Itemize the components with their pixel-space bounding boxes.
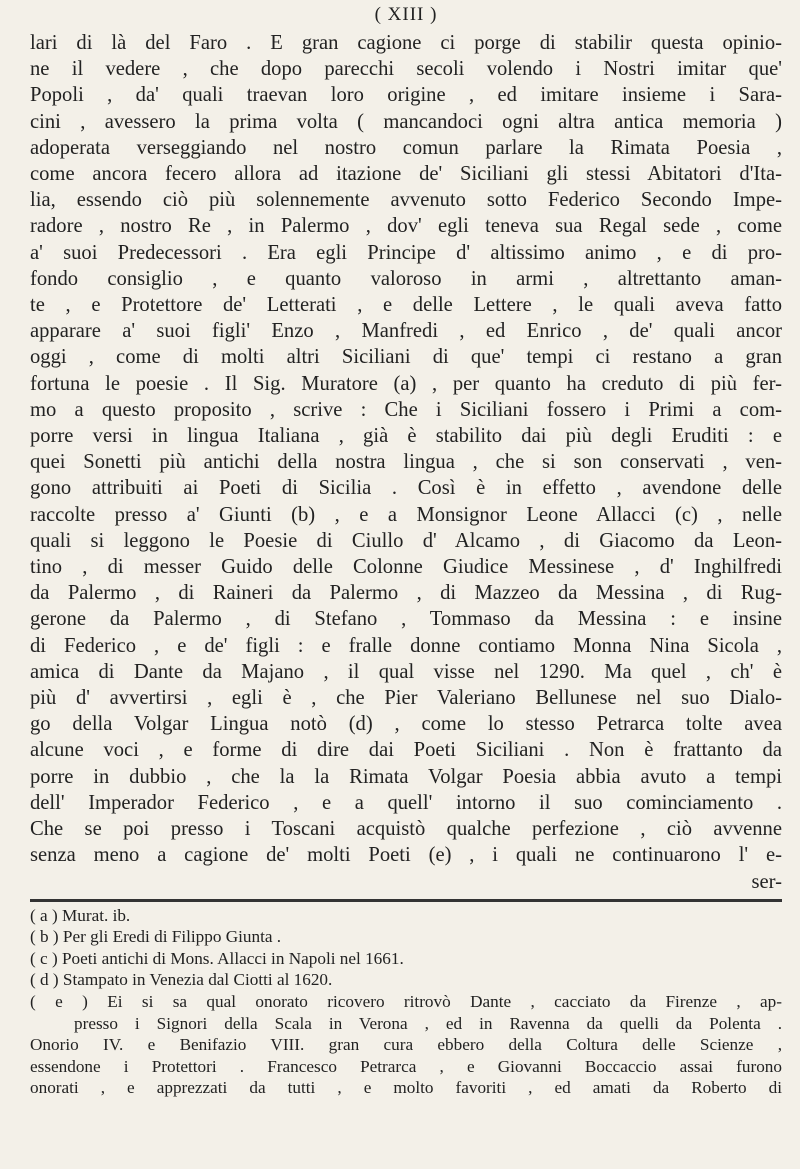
footnote-continuation: Onorio IV. e Benifazio VIII. gran cura ebbero della Coltura delle Scienze , <box>30 1035 782 1055</box>
text-line: gerone da Palermo , di Stefano , Tommaso da Messina : e insine <box>30 608 782 631</box>
text-line: alcune voci , e forme di dire dai Poeti Siciliani . Non è frattanto da <box>30 739 782 762</box>
page-number: ( XIII ) <box>374 4 438 25</box>
footnote-rule <box>30 899 782 902</box>
text-line: lari di là del Faro . E gran cagione ci porge di stabilir questa opinio- <box>30 32 782 54</box>
catchword: ser- <box>751 870 782 893</box>
text-line: porre in dubbio , che la la Rimata Volgar Poesia abbia avuto a tempi <box>30 765 782 788</box>
text-line: fondo consiglio , e quanto valoroso in armi , altrettanto aman- <box>30 267 782 290</box>
book-page <box>0 4 800 1169</box>
text-line: Che se poi presso i Toscani acquistò qualche perfezione , ciò avvenne <box>30 818 782 841</box>
text-line: apparare a' suoi figli' Enzo , Manfredi , ed Enrico , de' quali ancor <box>30 320 782 343</box>
text-line: senza meno a cagione de' molti Poeti (e) , i quali ne continuarono l' e- <box>30 844 782 867</box>
footnote: ( d ) Stampato in Venezia dal Ciotti al 1620. <box>30 970 333 990</box>
text-line: oggi , come di molti altri Siciliani di que' tempi ci restano a gran <box>30 346 782 369</box>
text-line: radore , nostro Re , in Palermo , dov' egli teneva sua Regal sede , come <box>30 215 782 238</box>
text-line: quali si leggono le Poesie di Ciullo d' Alcamo , di Giacomo da Leon- <box>30 529 782 552</box>
footnote: ( b ) Per gli Eredi di Filippo Giunta . <box>30 927 282 947</box>
text-line: go della Volgar Lingua notò (d) , come lo stesso Petrarca tolte avea <box>30 713 782 736</box>
footnote: ( a ) Murat. ib. <box>30 905 131 925</box>
text-line: di Federico , e de' figli : e fralle donne contiamo Monna Nina Sicola , <box>30 634 782 657</box>
text-line: te , e Protettore de' Letterati , e delle Lettere , le quali aveva fatto <box>30 294 782 317</box>
footnote: ( c ) Poeti antichi di Mons. Allacci in Napoli nel 1661. <box>30 948 404 968</box>
footnote-continuation: essendone i Protettori . Francesco Petrarca , e Giovanni Boccaccio assai furono <box>30 1056 782 1076</box>
text-line: più d' avvertirsi , egli è , che Pier Valeriano Bellunese nel suo Dialo- <box>30 687 782 710</box>
text-line: mo a questo proposito , scrive : Che i Siciliani fossero i Primi a com- <box>30 398 782 421</box>
text-line: quei Sonetti più antichi della nostra lingua , che si son conservati , ven- <box>30 451 782 474</box>
text-line: raccolte presso a' Giunti (b) , e a Monsignor Leone Allacci (c) , nelle <box>30 503 782 526</box>
text-line: da Palermo , di Raineri da Palermo , di Mazzeo da Messina , di Rug- <box>30 582 782 605</box>
text-line: tino , di messer Guido delle Colonne Giudice Messinese , d' Inghilfredi <box>30 556 782 579</box>
text-line: amica di Dante da Majano , il qual visse nel 1290. Ma quel , ch' è <box>30 660 782 683</box>
footnote-continuation: onorati , e apprezzati da tutti , e molto favoriti , ed amati da Roberto di <box>30 1078 782 1098</box>
text-line: fortuna le poesie . Il Sig. Muratore (a) , per quanto ha creduto di più fer- <box>30 372 782 395</box>
footnote-continuation: presso i Signori della Scala in Verona , ed in Ravenna da quelli da Polenta . <box>74 1013 782 1033</box>
footnote: ( e ) Ei si sa qual onorato ricovero ritrovò Dante , cacciato da Firenze , ap- <box>30 992 782 1012</box>
text-line: cini , avessero la prima volta ( mancandoci ogni altra antica memoria ) <box>30 110 782 133</box>
text-line: ne il vedere , che dopo parecchi secoli volendo i Nostri imitar que' <box>30 58 782 81</box>
text-line: porre versi in lingua Italiana , già è stabilito dai più degli Eruditi : e <box>30 425 782 448</box>
footnotes <box>30 905 782 1099</box>
main-text <box>30 30 782 895</box>
text-line: lia, essendo ciò più solennemente avvenuto sotto Federico Secondo Impe- <box>30 189 782 212</box>
text-line: dell' Imperador Federico , e a quell' intorno il suo cominciamento . <box>30 791 782 814</box>
text-line: Popoli , da' quali traevan loro origine , ed imitare insieme i Sara- <box>30 84 782 107</box>
text-line: a' suoi Predecessori . Era egli Principe d' altissimo animo , e di pro- <box>30 241 782 264</box>
text-line: adoperata verseggiando nel nostro comun parlare la Rimata Poesia , <box>30 136 782 159</box>
text-line: gono attribuiti ai Poeti di Sicilia . Così è in effetto , avendone delle <box>30 477 782 500</box>
text-line: come ancora fecero allora ad itazione de' Siciliani gli stessi Abitatori d'Ita- <box>30 163 782 186</box>
